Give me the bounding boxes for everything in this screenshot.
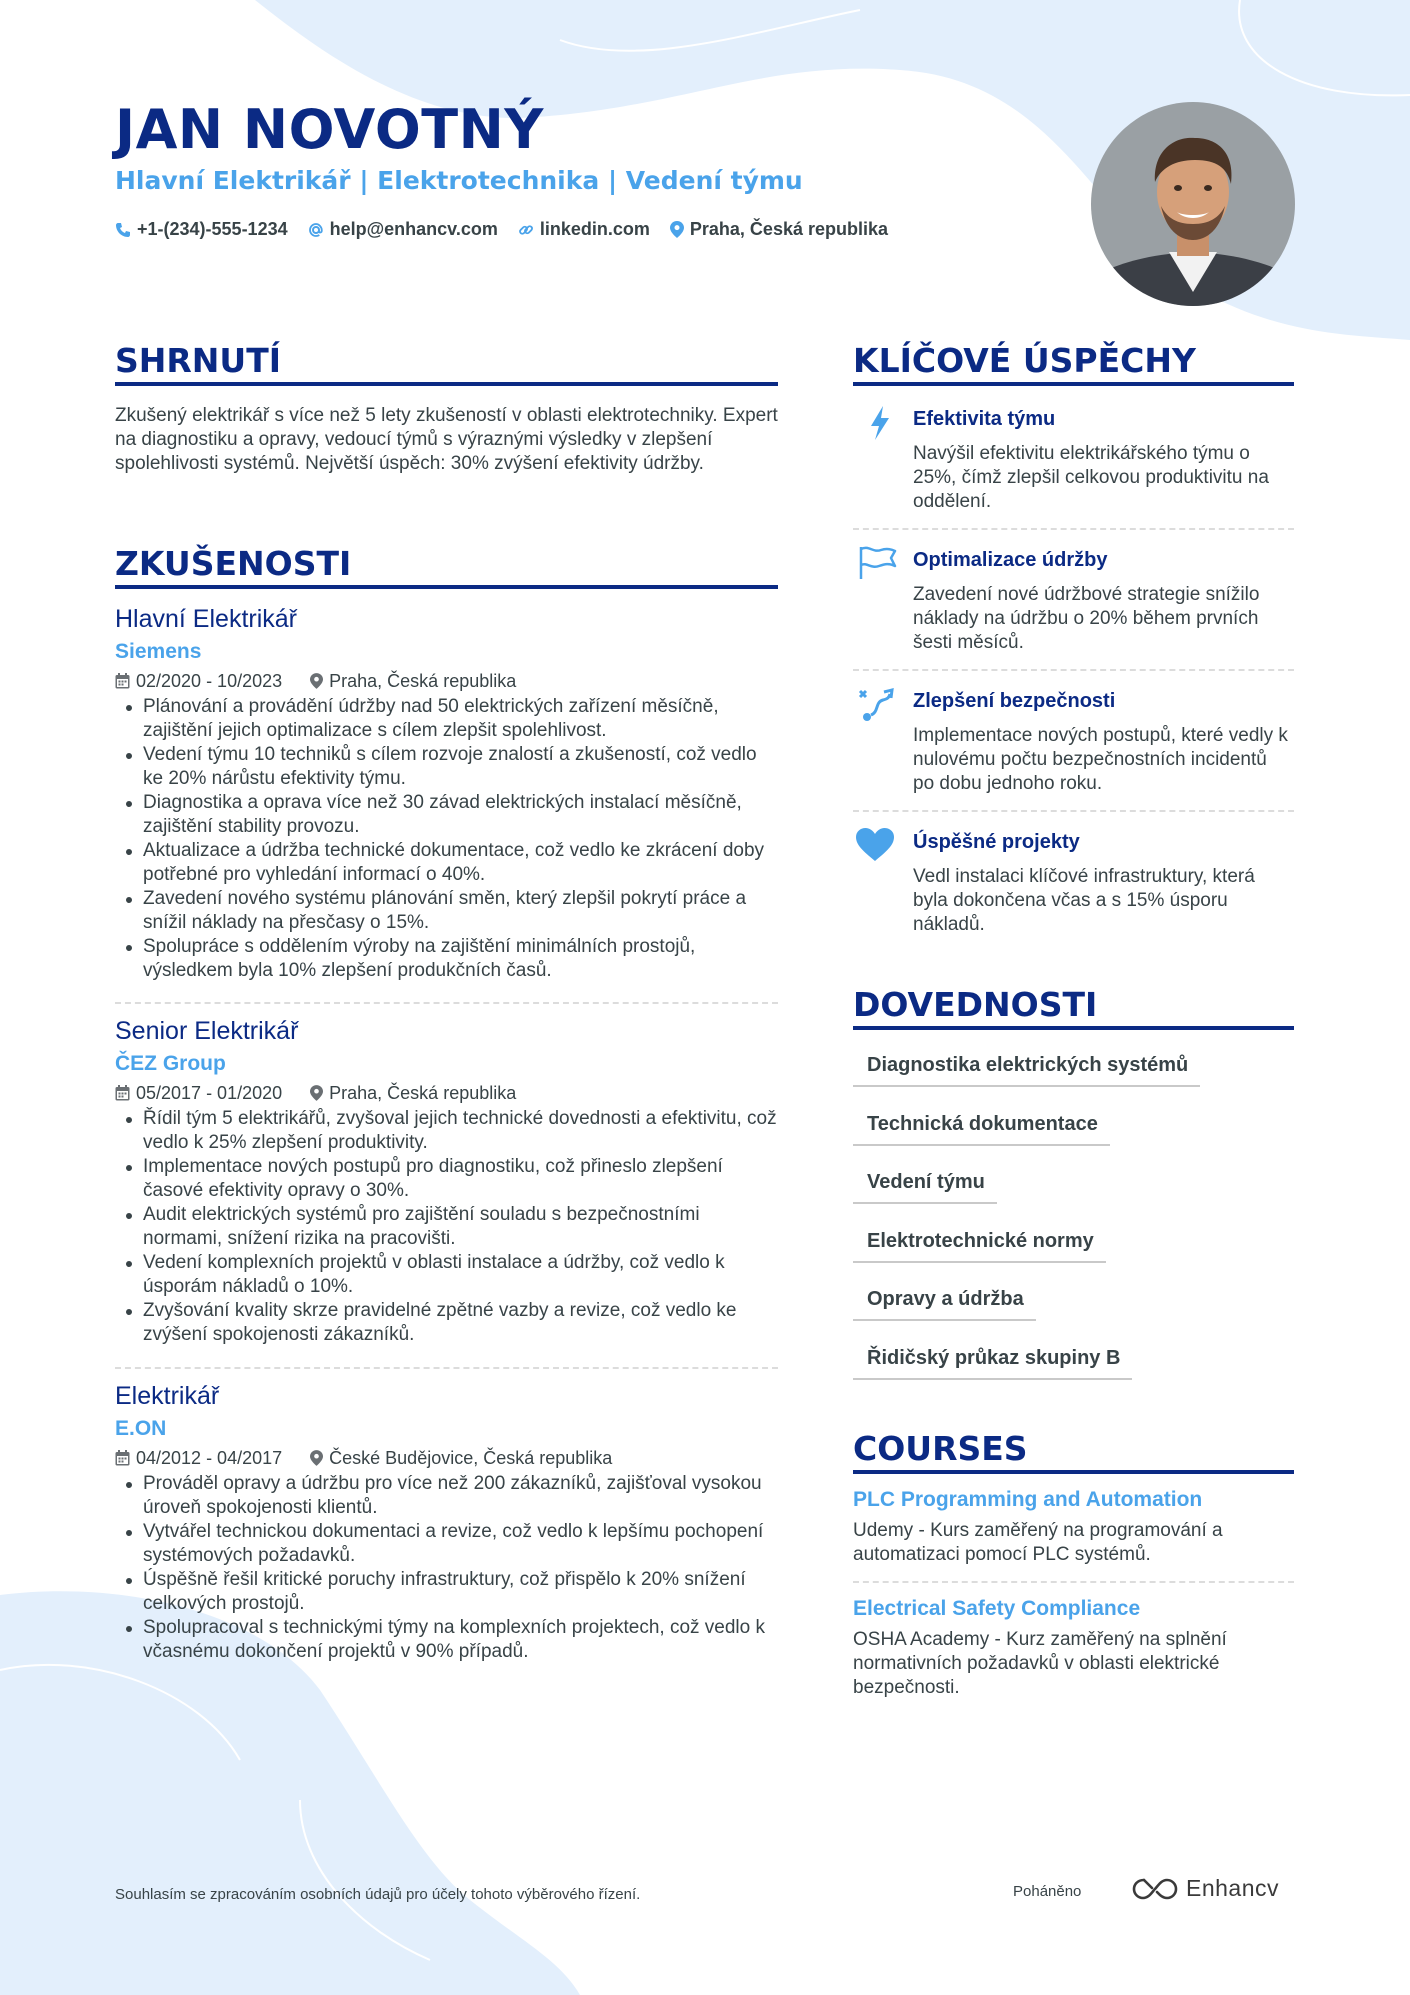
list-item: Spolupracoval s technickými týmy na komplexních projektech, což vedlo k včasnému dokončení projektů v 90% případů.: [115, 1616, 778, 1664]
job-location-text: Praha, Česká republika: [329, 1083, 517, 1103]
job-divider: [115, 1002, 778, 1004]
enhancv-wordmark: Enhancv: [1186, 1875, 1280, 1901]
route-icon: [857, 686, 897, 724]
achievement-item: [853, 408, 1294, 518]
list-item: Implementace nových postupů pro diagnostiku, což přineslo zlepšení časové efektivity opravy o 30%.: [115, 1155, 778, 1203]
skill-tag: Elektrotechnické normy: [853, 1230, 1106, 1263]
list-item: Diagnostika a oprava více než 30 závad elektrických instalací měsíčně, zajištění stability provozu.: [115, 791, 778, 839]
job-dates: [115, 670, 282, 692]
link-icon: [518, 222, 534, 238]
powered-by-text: Poháněno: [1013, 1883, 1082, 1900]
phone-icon: [115, 222, 131, 238]
job-divider: [115, 1367, 778, 1369]
profile-photo: [1091, 102, 1295, 306]
list-item: Prováděl opravy a údržbu pro více než 200 zákazníků, zajišťoval vysokou úroveň spokojenosti klientů.: [115, 1472, 778, 1520]
contact-email[interactable]: [308, 219, 498, 240]
phone-text: +1-(234)-555-1234: [137, 219, 288, 239]
headline: Hlavní Elektrikář | Elektrotechnika | Vedení týmu: [115, 166, 803, 195]
achievement-title: Zlepšení bezpečnosti: [913, 690, 1116, 712]
email-text: help@enhancv.com: [329, 219, 498, 239]
skill-tag: Diagnostika elektrických systémů: [853, 1054, 1200, 1087]
course-divider: [853, 1581, 1294, 1583]
list-item: Řídil tým 5 elektrikářů, zvyšoval jejich technické dovednosti a efektivitu, což vedlo k 25% zlepšení produktivity.: [115, 1107, 778, 1155]
course-desc: Udemy - Kurs zaměřený na programování a automatizaci pomocí PLC systémů.: [853, 1520, 1223, 1565]
job-meta: [115, 1082, 778, 1104]
achievement-divider: [853, 528, 1294, 530]
skill-tag: Opravy a údržba: [853, 1288, 1036, 1321]
achievement-item: [853, 549, 1294, 659]
job-dates: [115, 1082, 282, 1104]
achievement-desc: Vedl instalaci klíčové infrastruktury, která byla dokončena včas a s 15% úsporu nákladů.: [913, 866, 1255, 935]
skills-title: DOVEDNOSTI: [853, 985, 1294, 1030]
calendar-icon: [115, 1450, 130, 1466]
achievement-title: Efektivita týmu: [913, 408, 1056, 430]
list-item: Plánování a provádění údržby nad 50 elektrických zařízení měsíčně, zajištění jejich optimalizace s cílem zlepšit spolehlivost.: [115, 695, 778, 743]
list-item: Vedení komplexních projektů v oblasti instalace a údržby, což vedlo k úsporám nákladů o 10%.: [115, 1251, 778, 1299]
job-bullets: [115, 695, 778, 983]
linkedin-text: linkedin.com: [539, 219, 650, 239]
course-title: PLC Programming and Automation: [853, 1488, 1203, 1511]
job-dates-text: 04/2012 - 04/2017: [136, 1448, 283, 1468]
calendar-icon: [115, 1085, 130, 1101]
job-title: Hlavní Elektrikář: [115, 605, 297, 633]
achievement-desc: Zavedení nové údržbové strategie snížilo náklady na údržbu o 20% během prvních šesti měsíců.: [913, 584, 1260, 653]
job-entry: [115, 603, 778, 983]
achievement-divider: [853, 810, 1294, 812]
list-item: Aktualizace a údržba technické dokumentace, což vedlo ke zkrácení doby potřebné pro vyhledání informací o 40%.: [115, 839, 778, 887]
achievements-title: KLÍČOVÉ ÚSPĚCHY: [853, 341, 1294, 386]
at-icon: [308, 222, 324, 238]
achievement-title: Úspěšné projekty: [913, 831, 1080, 853]
heart-icon: [855, 827, 895, 863]
summary-title: SHRNUTÍ: [115, 341, 778, 386]
achievement-item: [853, 690, 1294, 800]
job-company: Siemens: [115, 640, 202, 663]
job-location-text: České Budějovice, Česká republika: [329, 1448, 613, 1468]
skill-tag: Řidičský průkaz skupiny B: [853, 1347, 1132, 1380]
course-desc: OSHA Academy - Kurz zaměřený na splnění normativních požadavků v oblasti elektrické bezpečnosti.: [853, 1629, 1227, 1698]
job-dates-text: 02/2020 - 10/2023: [136, 671, 283, 691]
job-location: [310, 1082, 516, 1104]
location-pin-icon: [310, 1085, 323, 1101]
flag-icon: [857, 545, 897, 581]
job-company: ČEZ Group: [115, 1052, 226, 1075]
achievement-item: [853, 831, 1294, 941]
profile-photo-illustration: [1091, 102, 1295, 306]
courses-title: COURSES: [853, 1429, 1294, 1474]
calendar-icon: [115, 673, 130, 689]
achievement-desc: Navýšil efektivitu elektrikářského týmu o 25%, čímž zlepšil celkovou produktivitu na oddělení.: [913, 443, 1269, 512]
infinity-logo-icon: [1132, 1876, 1178, 1902]
contact-linkedin[interactable]: [518, 219, 650, 240]
skill-tag: Technická dokumentace: [853, 1113, 1110, 1146]
course-title: Electrical Safety Compliance: [853, 1597, 1141, 1620]
list-item: Spolupráce s oddělením výroby na zajištění minimálních prostojů, výsledkem byla 10% zlepšení produkčních časů.: [115, 935, 778, 983]
location-pin-icon: [310, 1450, 323, 1466]
list-item: Vedení týmu 10 techniků s cílem rozvoje znalostí a zkušeností, což vedlo ke 20% nárůstu efektivity týmu.: [115, 743, 778, 791]
achievement-title: Optimalizace údržby: [913, 549, 1108, 571]
job-dates-text: 05/2017 - 01/2020: [136, 1083, 283, 1103]
skill-tag: Vedení týmu: [853, 1171, 997, 1204]
job-meta: [115, 1447, 778, 1469]
achievement-desc: Implementace nových postupů, které vedly k nulovému počtu bezpečnostních incidentů po dobu jednoho roku.: [913, 725, 1288, 794]
job-meta: [115, 670, 778, 692]
list-item: Audit elektrických systémů pro zajištění souladu s bezpečnostními normami, snížení rizika na pracovišti.: [115, 1203, 778, 1251]
list-item: Zavedení nového systému plánování směn, který zlepšil pokrytí práce a snížil náklady na přesčasy o 15%.: [115, 887, 778, 935]
enhancv-logo[interactable]: [1132, 1875, 1279, 1902]
experience-title: ZKUŠENOSTI: [115, 544, 778, 589]
summary-text: Zkušený elektrikář s více než 5 lety zkušeností v oblasti elektrotechniky. Expert na diagnostiku a opravy, vedoucí týmů s výraznými výsledky v zlepšení spolehlivosti systémů. Největší úspěch: 30% zvýšení efektivity údržby.: [115, 405, 778, 474]
job-bullets: [115, 1472, 778, 1664]
location-text: Praha, Česká republika: [689, 219, 889, 239]
job-location: [310, 670, 516, 692]
lightning-icon: [861, 404, 899, 442]
job-entry: [115, 1015, 778, 1347]
job-bullets: [115, 1107, 778, 1347]
contact-bar: [115, 219, 908, 240]
contact-location: [670, 219, 888, 240]
job-entry: [115, 1380, 778, 1664]
candidate-name: JAN NOVOTNÝ: [115, 98, 544, 161]
job-title: Senior Elektrikář: [115, 1017, 299, 1045]
job-title: Elektrikář: [115, 1382, 220, 1410]
list-item: Úspěšně řešil kritické poruchy infrastruktury, což přispělo k 20% snížení celkových prostojů.: [115, 1568, 778, 1616]
consent-text: Souhlasím se zpracováním osobních údajů pro účely tohoto výběrového řízení.: [115, 1886, 641, 1903]
list-item: Vytvářel technickou dokumentaci a revize, což vedlo k lepšímu pochopení systémových požadavků.: [115, 1520, 778, 1568]
achievement-divider: [853, 669, 1294, 671]
job-dates: [115, 1447, 282, 1469]
job-company: E.ON: [115, 1417, 167, 1440]
location-pin-icon: [670, 221, 684, 238]
job-location: [310, 1447, 612, 1469]
job-location-text: Praha, Česká republika: [329, 671, 517, 691]
location-pin-icon: [310, 673, 323, 689]
list-item: Zvyšování kvality skrze pravidelné zpětné vazby a revize, což vedlo ke zvýšení spokojenosti zákazníků.: [115, 1299, 778, 1347]
contact-phone[interactable]: [115, 219, 288, 240]
